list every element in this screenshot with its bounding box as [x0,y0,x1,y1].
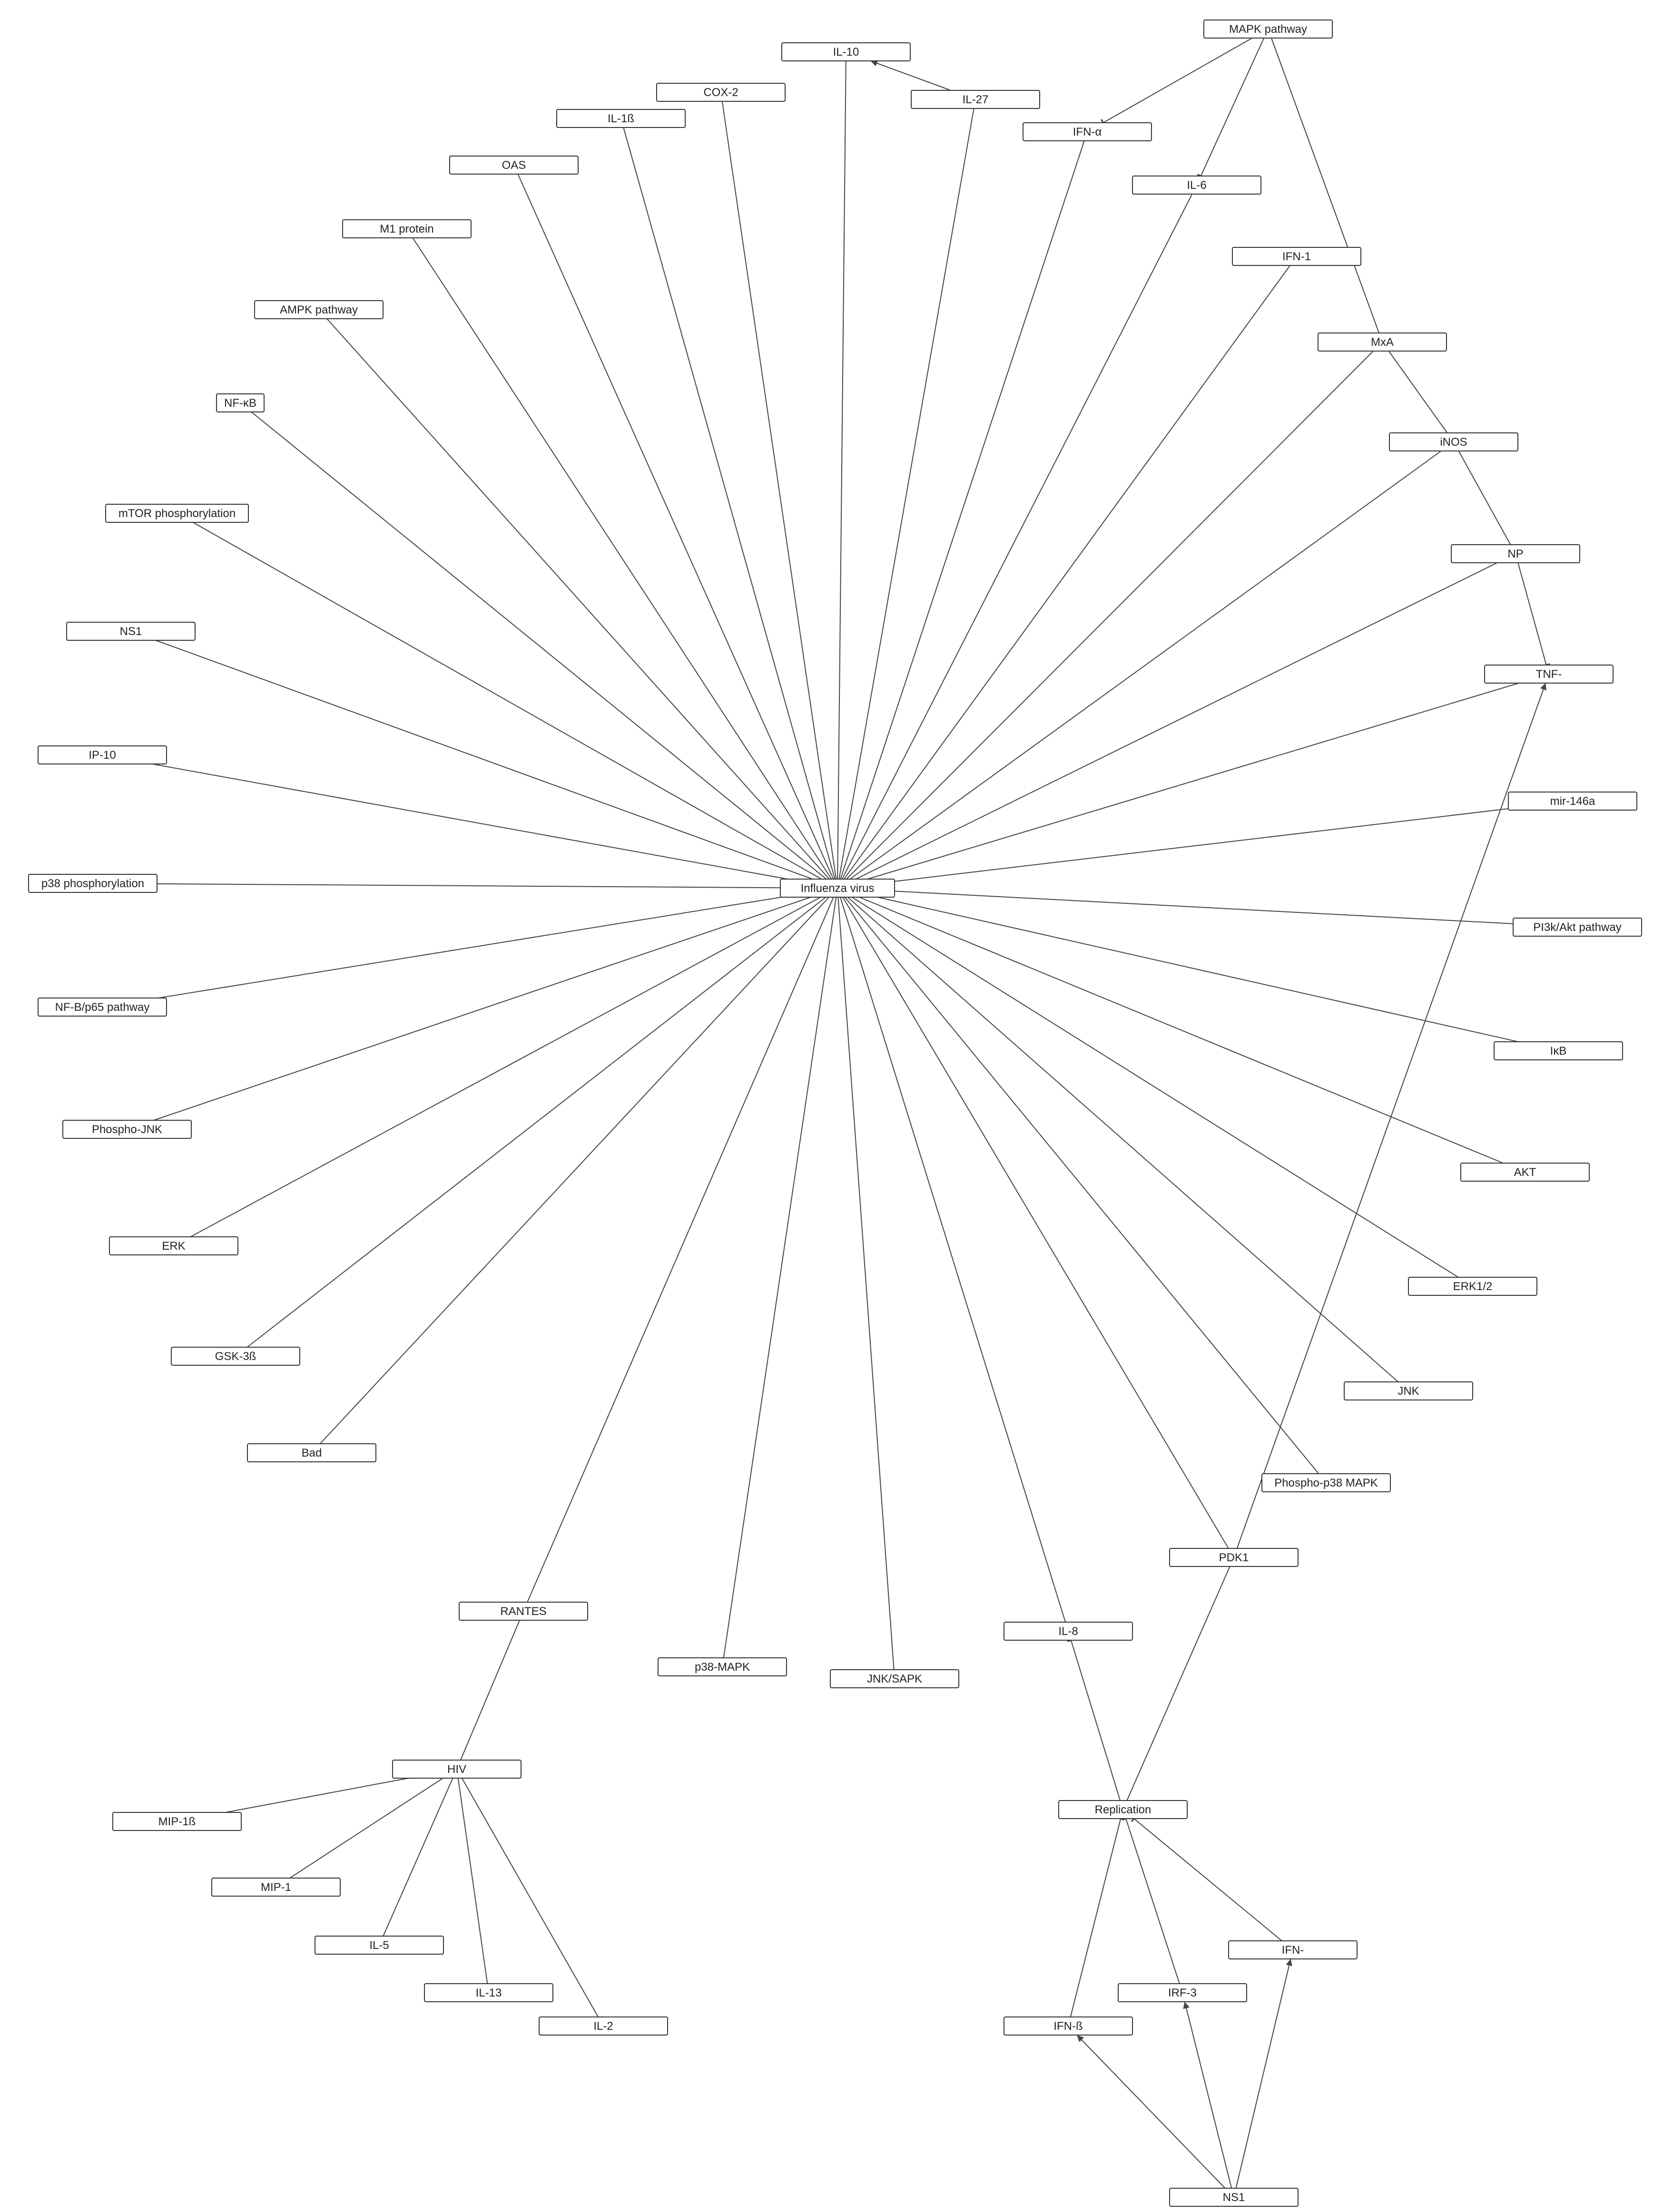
node-p38p [29,874,157,892]
edge-influenza-to-bad [320,897,829,1444]
node-layer [29,20,1642,2206]
node-label: IFN-α [1073,126,1102,138]
node-label: Bad [301,1447,322,1459]
edge-hiv-to-il5 [383,1778,453,1936]
node-ns1b [1170,2188,1298,2206]
node-il27 [911,90,1040,108]
node-label: OAS [502,159,526,172]
node-il10 [782,43,910,61]
node-label: Phospho-p38 MAPK [1274,1477,1378,1489]
node-label: IFN- [1281,1944,1304,1957]
node-jnksapk [830,1670,959,1688]
node-ampk [255,301,383,319]
node-label: IL-5 [369,1939,389,1952]
node-label: IL-8 [1058,1625,1078,1638]
edge-influenza-to-erk12 [852,897,1458,1277]
edge-irf3-to-replication [1126,1819,1180,1984]
node-label: IκB [1550,1045,1567,1057]
node-label: IL-2 [593,2020,613,2033]
edge-hiv-to-il13 [458,1778,488,1984]
node-hiv [393,1760,521,1778]
node-nfkb [217,394,264,412]
edge-mapk-to-il6 [1201,38,1264,176]
node-mip1 [212,1878,340,1896]
node-ifn1 [1232,247,1361,265]
edge-mapk-to-ifna [1103,38,1252,123]
edge-influenza-to-il1b [623,127,835,879]
edge-replication-to-il8 [1071,1640,1120,1801]
node-il2 [539,2017,668,2035]
edge-influenza-to-nfkb [251,412,826,879]
node-label: GSK-3ß [215,1350,256,1363]
node-label: JNK [1397,1385,1419,1398]
node-label: NF-B/p65 pathway [55,1001,150,1014]
edge-mxa-to-inos [1389,351,1447,433]
edge-influenza-to-ifn1 [844,265,1290,879]
node-label: ERK1/2 [1453,1280,1493,1293]
edge-influenza-to-erk [190,897,821,1237]
edge-influenza-to-cox2 [722,101,836,879]
edge-ns1b-to-irf3 [1185,2002,1231,2188]
node-tnf [1485,665,1613,683]
edge-ifnx-to-replication [1134,1819,1282,1941]
edge-influenza-to-pdk1 [843,897,1229,1548]
node-label: NF-κB [224,397,256,410]
node-label: IFN-ß [1053,2020,1083,2033]
node-label: PDK1 [1219,1551,1249,1564]
node-inos [1389,433,1518,451]
node-label: mir-146a [1550,795,1595,808]
edge-influenza-to-oas [518,174,834,879]
node-erk12 [1408,1277,1537,1295]
node-label: MIP-1ß [158,1815,196,1828]
edge-hiv-to-mip1 [290,1778,443,1878]
edge-influenza-to-ampk [327,319,829,879]
node-np [1451,545,1580,563]
node-label: JNK/SAPK [866,1673,923,1685]
node-label: iNOS [1440,436,1467,449]
edge-influenza-to-nfbp65 [158,897,781,998]
node-label: HIV [447,1763,467,1776]
node-ifnb [1004,2017,1132,2035]
node-pi3k [1513,918,1642,936]
edge-pdk1-to-tnf [1237,683,1545,1548]
node-label: IP-10 [89,749,116,762]
node-p38mapk [658,1658,787,1676]
node-irf3 [1118,1984,1247,2002]
edge-influenza-to-pjnk [154,897,811,1120]
node-gsk [171,1347,300,1365]
node-nfbp65 [38,998,167,1016]
node-il5 [315,1936,443,1954]
edge-influenza-to-mtor [193,522,821,879]
edge-influenza-to-jnk [848,897,1398,1382]
node-label: IL-13 [475,1987,502,1999]
node-rantes [459,1602,588,1620]
edge-ifnb-to-replication [1071,1819,1121,2017]
node-label: COX-2 [703,86,738,99]
node-label: PI3k/Akt pathway [1533,921,1622,934]
edge-influenza-to-mir [895,809,1508,881]
edge-influenza-to-m1 [413,238,831,879]
node-label: p38 phosphorylation [41,877,145,890]
node-mxa [1318,333,1447,351]
node-il6 [1132,176,1261,194]
node-label: Influenza virus [800,882,875,895]
edge-influenza-to-pi3k [895,891,1513,924]
node-bad [247,1444,376,1462]
edge-replication-to-pdk1 [1127,1566,1230,1801]
node-ip10 [38,746,167,764]
edge-hiv-to-il2 [462,1778,598,2017]
node-pp38 [1262,1474,1390,1492]
node-label: TNF- [1535,668,1562,681]
edge-layer [152,38,1546,2188]
edge-influenza-to-ip10 [152,764,787,879]
edge-influenza-to-rantes [527,897,834,1602]
node-label: NS1 [1222,2191,1245,2204]
node-replication [1059,1801,1187,1819]
node-il13 [424,1984,553,2002]
node-jnk [1344,1382,1473,1400]
edge-influenza-to-mxa [846,351,1373,879]
node-akt [1461,1163,1589,1181]
node-label: NP [1507,548,1524,560]
edge-influenza-to-il6 [842,194,1192,879]
node-label: MxA [1371,336,1394,349]
edge-influenza-to-np [856,563,1497,879]
edge-mapk-to-mxa [1271,38,1379,333]
edge-inos-to-np [1459,451,1511,545]
node-ikb [1494,1042,1623,1060]
edge-influenza-to-jnksapk [838,897,894,1670]
node-pdk1 [1170,1548,1298,1566]
edge-influenza-to-akt [859,897,1503,1163]
node-influenza [780,879,895,897]
node-label: IRF-3 [1168,1987,1197,1999]
node-label: AKT [1514,1166,1536,1179]
node-ifna [1023,123,1151,141]
edge-influenza-to-gsk [247,897,826,1347]
node-label: mTOR phosphorylation [118,507,236,520]
node-cox2 [657,83,785,101]
node-oas [450,156,578,174]
node-label: RANTES [500,1605,547,1618]
node-m1 [343,220,471,238]
node-erk [109,1237,238,1255]
node-label: IL-1ß [607,112,635,125]
edge-influenza-to-inos [850,451,1441,879]
node-label: NS1 [119,625,142,638]
edge-influenza-to-p38p [157,884,780,888]
node-mtor [106,504,248,522]
edge-influenza-to-il10 [837,61,846,879]
node-label: p38-MAPK [694,1661,750,1674]
edge-np-to-tnf [1518,563,1546,665]
edge-rantes-to-hiv [461,1620,520,1760]
node-pjnk [63,1120,191,1138]
node-mapk [1204,20,1332,38]
edge-influenza-to-il8 [840,897,1065,1622]
node-mip1b [113,1812,241,1830]
node-ns1a [67,622,195,640]
node-label: MIP-1 [260,1881,292,1894]
node-label: IL-10 [833,46,859,59]
edge-hiv-to-mip1b [226,1778,409,1812]
edge-influenza-to-il27 [839,108,974,879]
edge-influenza-to-ifna [840,141,1084,879]
node-label: Replication [1094,1803,1151,1816]
node-ifnx [1229,1941,1357,1959]
node-label: IL-6 [1187,179,1207,192]
node-il8 [1004,1622,1132,1640]
node-il1b [557,109,685,127]
edge-ns1b-to-ifnb [1077,2035,1225,2188]
edge-il27-to-il10 [871,61,951,90]
node-label: AMPK pathway [279,303,358,316]
node-label: IFN-1 [1282,250,1311,263]
node-label: Phospho-JNK [91,1123,163,1136]
node-mir [1508,792,1637,810]
edge-influenza-to-p38mapk [724,897,836,1658]
node-label: ERK [162,1240,186,1253]
node-label: M1 protein [380,223,434,235]
edge-influenza-to-pp38 [845,897,1319,1474]
edge-influenza-to-ns1a [156,640,813,879]
node-label: IL-27 [962,93,989,106]
node-label: MAPK pathway [1229,23,1308,36]
